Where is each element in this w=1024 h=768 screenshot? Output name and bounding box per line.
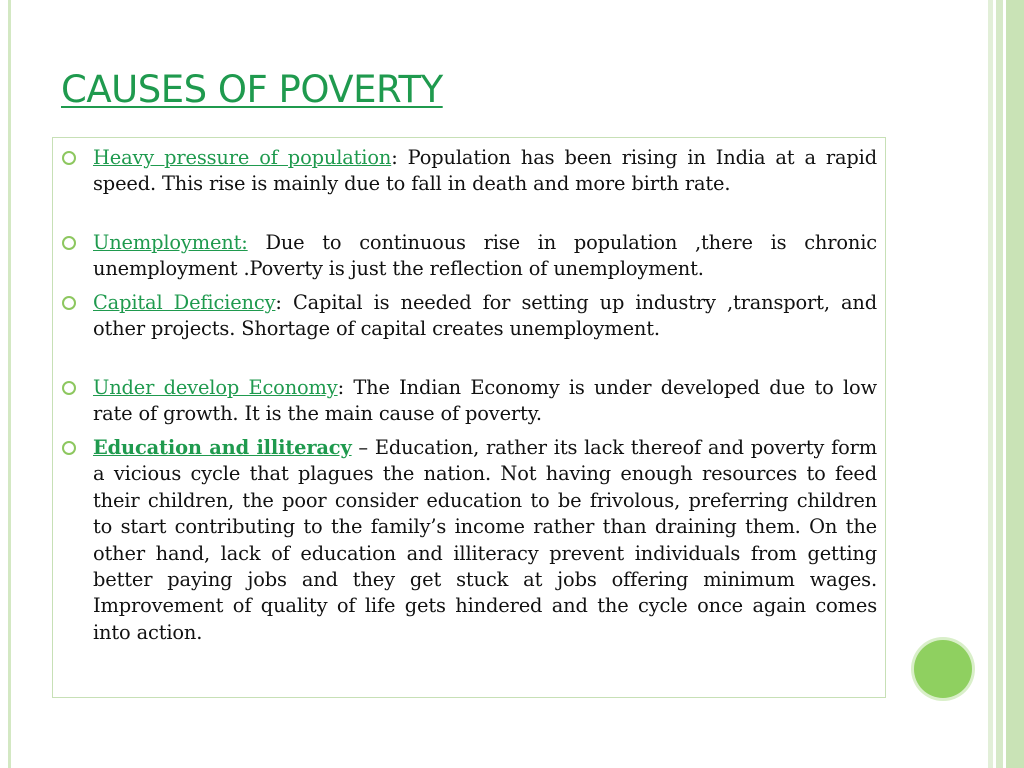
bullet-term: Unemployment: [93, 231, 248, 254]
bullet-under-develop-economy [93, 375, 877, 428]
bullet-unemployment [93, 230, 877, 283]
bullet-capital-deficiency [93, 290, 877, 343]
content-box [52, 137, 886, 698]
bullet-text: Due to continuous rise in population ,there is chronic unemployment .Poverty is just the reflection of unemployment. [93, 231, 877, 281]
bullet-term: Heavy pressure of population [93, 146, 392, 169]
left-decorative-rule [8, 0, 11, 768]
bullet-marker-icon [62, 296, 76, 310]
bullet-marker-icon [62, 151, 76, 165]
bullet-marker-icon [62, 441, 76, 455]
bullet-term: Capital Deficiency [93, 291, 276, 314]
decorative-green-circle [914, 640, 972, 698]
bullet-term: Education and illiteracy [93, 436, 352, 459]
bullet-education-and-illiteracy [93, 435, 877, 646]
right-decorative-stripes [984, 0, 1024, 768]
bullet-text: : Capital is needed for setting up industry ,transport, and other projects. Shortage of capital creates unemployment. [93, 291, 877, 341]
bullet-term: Under develop Economy [93, 376, 338, 399]
bullet-heavy-pressure-of-population [93, 145, 877, 198]
bullet-marker-icon [62, 381, 76, 395]
bullet-text: : The Indian Economy is under developed due to low rate of growth. It is the main cause of poverty. [93, 376, 877, 426]
bullet-marker-icon [62, 236, 76, 250]
slide-title: CAUSES OF POVERTY [61, 68, 443, 111]
bullet-text: – Education, rather its lack thereof and poverty form a vicious cycle that plagues the nation. Not having enough resources to feed their children, the poor consider education to be frivolous, preferring children to start contributing to the family’s income rather than draining them. On the other hand, lack of education and illiteracy prevent individuals from getting better paying jobs and they get stuck at jobs offering minimum wages. Improvement of quality of life gets hindered and the cycle once again comes into action. [93, 436, 877, 644]
bullet-text: : Population has been rising in India at a rapid speed. This rise is mainly due to fall in death and more birth rate. [93, 146, 877, 196]
